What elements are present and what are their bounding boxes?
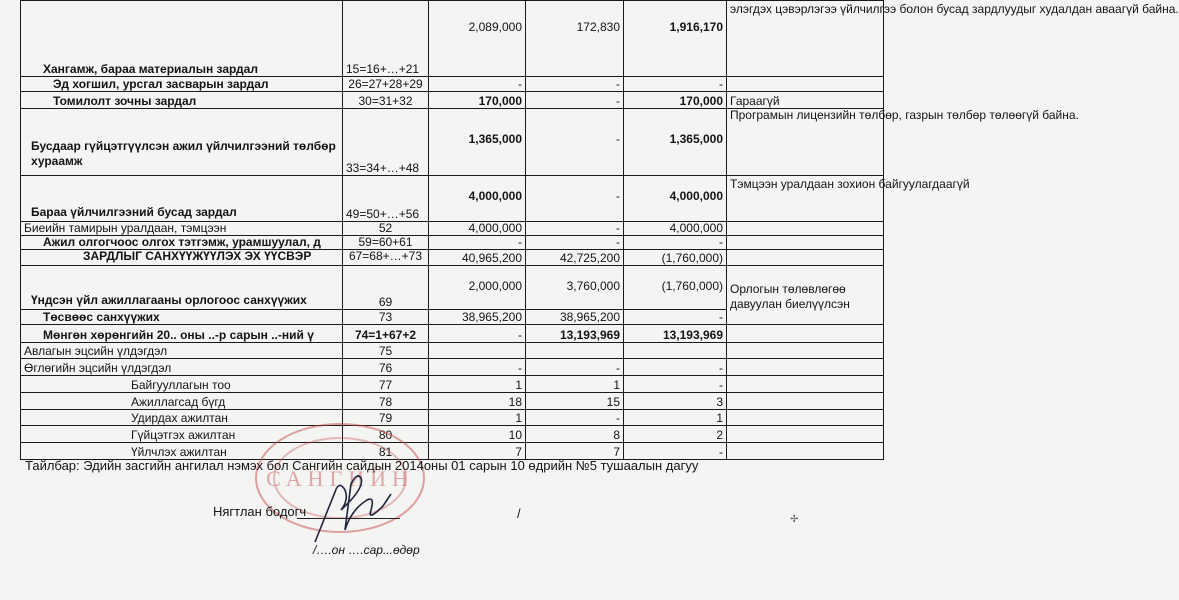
row-note: Програмын лицензийн төлбөр, газрын төлбөр төлөөгүй байна. xyxy=(727,109,884,176)
row-note: Гараагүй xyxy=(727,92,884,109)
row-note: элэгдэх цэвэрлэгээ үйлчилгээ болон бусад зардлуудыг худалдан аваагүй байна. xyxy=(727,1,884,77)
row-note xyxy=(727,222,884,236)
row-note xyxy=(727,426,884,443)
table-row xyxy=(21,77,884,92)
signature-line xyxy=(297,518,400,519)
date-line: /….он ….сар...өдөр xyxy=(313,543,420,557)
row-note: Орлогын төлөвлөгөө давуулан биелүүлсэн xyxy=(727,266,884,325)
row-note xyxy=(727,250,884,266)
row-name: Авлагын эцсийн үлдэгдэл xyxy=(21,343,343,359)
row-value-2: - xyxy=(526,236,624,250)
table-row xyxy=(21,222,884,236)
row-name: Удирдах ажилтан xyxy=(21,410,343,426)
row-code: 30=31+32 xyxy=(343,92,429,109)
row-code: 75 xyxy=(343,343,429,359)
table-row xyxy=(21,376,884,393)
row-value-2: 13,193,969 xyxy=(526,325,624,343)
row-note xyxy=(727,443,884,460)
row-name: Үйлчлэх ажилтан xyxy=(21,443,343,460)
table-row xyxy=(21,359,884,376)
finance-table xyxy=(20,0,1179,460)
row-value-1: 1 xyxy=(429,410,526,426)
row-note xyxy=(727,359,884,376)
row-code: 15=16+…+21 xyxy=(343,1,429,77)
row-value-3: 170,000 xyxy=(624,92,727,109)
row-name: Ажиллагсад бүгд xyxy=(21,393,343,410)
row-note xyxy=(727,236,884,250)
row-value-2: - xyxy=(526,109,624,176)
row-code: 33=34+…+48 xyxy=(343,109,429,176)
row-name: Эд хогшил, урсгал засварын зардал xyxy=(21,77,343,92)
row-code: 78 xyxy=(343,393,429,410)
row-code: 26=27+28+29 xyxy=(343,77,429,92)
table-row xyxy=(21,426,884,443)
table-row xyxy=(21,443,884,460)
table-row xyxy=(21,92,884,109)
row-value-1: 18 xyxy=(429,393,526,410)
row-value-3: 2 xyxy=(624,426,727,443)
row-value-1: 38,965,200 xyxy=(429,310,526,325)
row-name: Хангамж, бараа материалын зардал xyxy=(21,1,343,77)
row-value-2: 3,760,000 xyxy=(526,266,624,310)
row-code: 74=1+67+2 xyxy=(343,325,429,343)
row-name: Гүйцэтгэх ажилтан xyxy=(21,426,343,443)
table-row xyxy=(21,393,884,410)
row-note xyxy=(727,376,884,393)
row-value-1: 4,000,000 xyxy=(429,222,526,236)
row-value-1: - xyxy=(429,325,526,343)
row-code: 59=60+61 xyxy=(343,236,429,250)
row-value-1: - xyxy=(429,236,526,250)
row-name: Томилолт зочны зардал xyxy=(21,92,343,109)
row-value-3: - xyxy=(624,359,727,376)
row-value-1: 40,965,200 xyxy=(429,250,526,266)
row-code: 52 xyxy=(343,222,429,236)
row-value-2: - xyxy=(526,92,624,109)
row-name: Үндсэн үйл ажиллагааны орлогоос санхүүжих xyxy=(21,266,343,310)
row-value-1: 7 xyxy=(429,443,526,460)
table-row xyxy=(21,109,884,176)
row-value-1: 4,000,000 xyxy=(429,176,526,222)
row-note xyxy=(727,325,884,343)
row-value-1 xyxy=(429,343,526,359)
row-value-3: - xyxy=(624,77,727,92)
row-name: Өглөгийн эцсийн үлдэгдэл xyxy=(21,359,343,376)
row-value-3: - xyxy=(624,236,727,250)
row-code: 77 xyxy=(343,376,429,393)
row-name: Биеийн тамирын уралдаан, тэмцээн xyxy=(21,222,343,236)
row-code: 80 xyxy=(343,426,429,443)
row-value-3: 4,000,000 xyxy=(624,222,727,236)
table-row xyxy=(21,236,884,250)
row-value-2: 38,965,200 xyxy=(526,310,624,325)
row-value-2: 8 xyxy=(526,426,624,443)
stamp-text: САНГИЙН xyxy=(266,466,414,491)
table-row xyxy=(21,266,884,310)
row-value-2: 7 xyxy=(526,443,624,460)
row-name: Мөнгөн хөрөнгийн 20.. оны ..-р сарын ..-ний ү xyxy=(21,325,343,343)
row-code: 81 xyxy=(343,443,429,460)
row-value-3: 3 xyxy=(624,393,727,410)
page-mark-icon: ✢ xyxy=(790,514,799,525)
table-row xyxy=(21,343,884,359)
row-value-2: - xyxy=(526,222,624,236)
row-value-2: 172,830 xyxy=(526,1,624,77)
row-value-2: 42,725,200 xyxy=(526,250,624,266)
row-code: 49=50+…+56 xyxy=(343,176,429,222)
row-code: 67=68+…+73 xyxy=(343,250,429,266)
row-name: Төсвөөс санхүүжих xyxy=(21,310,343,325)
row-value-2: - xyxy=(526,359,624,376)
row-value-2: - xyxy=(526,77,624,92)
table-row xyxy=(21,250,884,266)
row-code: 76 xyxy=(343,359,429,376)
row-value-3: (1,760,000) xyxy=(624,250,727,266)
row-code: 69 xyxy=(343,266,429,310)
row-value-1: 2,089,000 xyxy=(429,1,526,77)
table-row xyxy=(21,1,884,77)
row-value-1: 170,000 xyxy=(429,92,526,109)
row-note xyxy=(727,410,884,426)
accountant-label: Нягтлан бодогч xyxy=(213,504,307,519)
row-value-3: (1,760,000) xyxy=(624,266,727,310)
row-value-1: 2,000,000 xyxy=(429,266,526,310)
row-name: ЗАРДЛЫГ САНХҮҮЖҮҮЛЭХ ЭХ ҮҮСВЭР xyxy=(21,250,343,266)
table-row xyxy=(21,325,884,343)
row-value-1: - xyxy=(429,359,526,376)
row-value-1: 10 xyxy=(429,426,526,443)
row-note: Тэмцээн уралдаан зохион байгуулагдаагүй xyxy=(727,176,884,222)
table-row xyxy=(21,410,884,426)
row-value-3: 4,000,000 xyxy=(624,176,727,222)
row-value-2: - xyxy=(526,176,624,222)
row-value-2: - xyxy=(526,410,624,426)
row-value-3: 1,365,000 xyxy=(624,109,727,176)
row-value-3: - xyxy=(624,376,727,393)
row-value-3: 1,916,170 xyxy=(624,1,727,77)
row-value-2: 1 xyxy=(526,376,624,393)
row-value-1: 1 xyxy=(429,376,526,393)
row-value-3: 13,193,969 xyxy=(624,325,727,343)
row-name: Ажил олгогчоос олгох тэтгэмж, урамшуулал, д xyxy=(21,236,343,250)
row-code: 79 xyxy=(343,410,429,426)
row-value-1: 1,365,000 xyxy=(429,109,526,176)
table-row xyxy=(21,176,884,222)
row-value-3: - xyxy=(624,443,727,460)
signature-mark xyxy=(305,470,415,550)
slash-mark: / xyxy=(517,506,521,521)
row-note xyxy=(727,393,884,410)
row-code: 73 xyxy=(343,310,429,325)
row-value-2: 15 xyxy=(526,393,624,410)
row-name: Байгууллагын тоо xyxy=(21,376,343,393)
row-value-1: - xyxy=(429,77,526,92)
row-value-3: 1 xyxy=(624,410,727,426)
row-value-3: - xyxy=(624,310,727,325)
row-note xyxy=(727,343,884,359)
row-name: Бусдаар гүйцэтгүүлсэн ажил үйлчилгээний төлбөр хураамж xyxy=(21,109,343,176)
row-note xyxy=(727,77,884,92)
row-value-2 xyxy=(526,343,624,359)
row-value-3 xyxy=(624,343,727,359)
row-name: Бараа үйлчилгээний бусад зардал xyxy=(21,176,343,222)
footnote: Тайлбар: Эдийн засгийн ангилал нэмэх бол Сангийн сайдын 2014оны 01 сарын 10 өдрийн №5 тушаалын дагуу xyxy=(25,458,699,473)
